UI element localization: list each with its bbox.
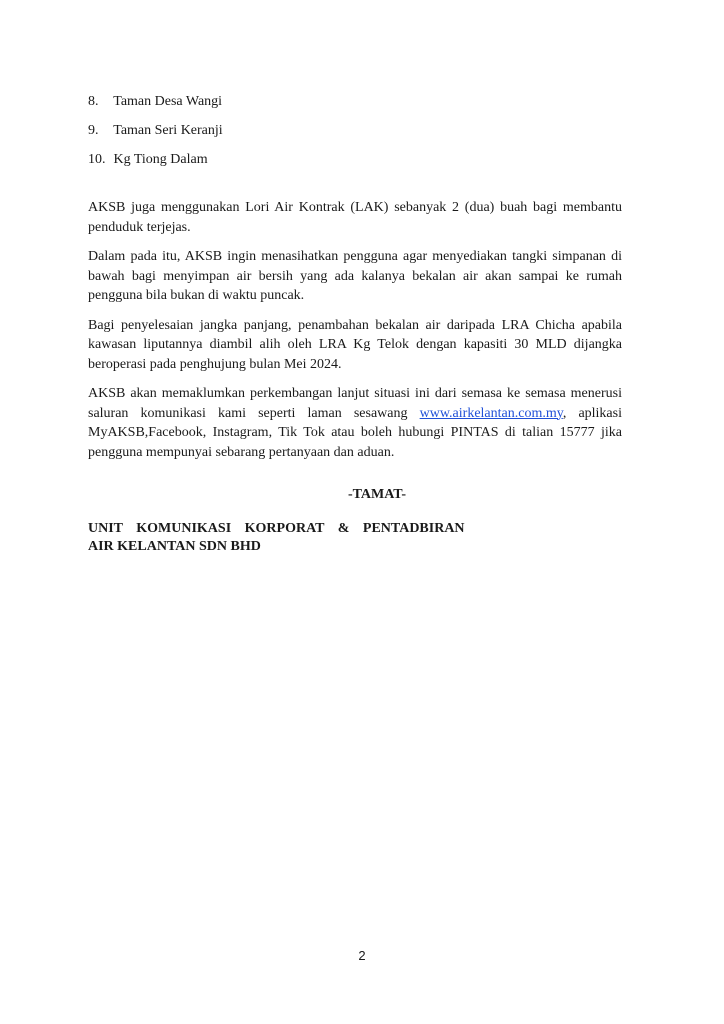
website-link[interactable]: www.airkelantan.com.my — [419, 405, 563, 421]
signature-block — [88, 520, 465, 556]
paragraph-contact-rest: , aplikasi MyAKSB,Facebook, Instagram, Tik Tok atau boleh hubungi PINTAS di talian 15777 jika pengguna mempunyai sebarang pertanyaan dan aduan. — [88, 405, 622, 460]
list-item-text: Kg Tiong Dalam — [113, 152, 208, 167]
signature-unit: UNIT KOMUNIKASI KORPORAT & PENTADBIRAN — [88, 521, 465, 536]
paragraph-advice: Dalam pada itu, AKSB ingin menasihatkan pengguna agar menyediakan tangki simpanan di bawah bagi menyimpan air bersih yang ada kalanya bekalan air akan sampai ke rumah pengguna bila bukan di waktu puncak. — [88, 249, 622, 303]
area-list — [88, 92, 223, 179]
list-item-text: Taman Seri Keranji — [113, 123, 223, 138]
paragraph-contact — [88, 384, 622, 462]
end-marker: -TAMAT- — [347, 487, 407, 502]
paragraph-lorry-contract: AKSB juga menggunakan Lori Air Kontrak (LAK) sebanyak 2 (dua) buah bagi membantu penduduk terjejas. — [88, 200, 622, 235]
paragraph-long-term: Bagi penyelesaian jangka panjang, penambahan bekalan air daripada LRA Chicha apabila kawasan liputannya diambil alih oleh LRA Kg Telok dengan kapasiti 30 MLD dijangka beroperasi pada penghujung bulan Mei 2024. — [88, 317, 622, 372]
list-item-number: 10. — [88, 152, 106, 167]
list-item — [88, 150, 223, 179]
list-item-number: 8. — [88, 94, 99, 109]
paragraph-contact-intro: AKSB akan memaklumkan perkembangan lanjut situasi ini dari semasa ke semasa menerusi saluran komunikasi kami seperti laman sesawang — [88, 386, 622, 421]
signature-company: AIR KELANTAN SDN BHD — [88, 539, 261, 554]
list-item-text: Taman Desa Wangi — [113, 94, 223, 109]
list-item — [88, 121, 223, 150]
page-number: 2 — [358, 948, 366, 963]
body-text — [88, 198, 622, 472]
list-item-number: 9. — [88, 123, 99, 138]
list-item — [88, 92, 223, 121]
